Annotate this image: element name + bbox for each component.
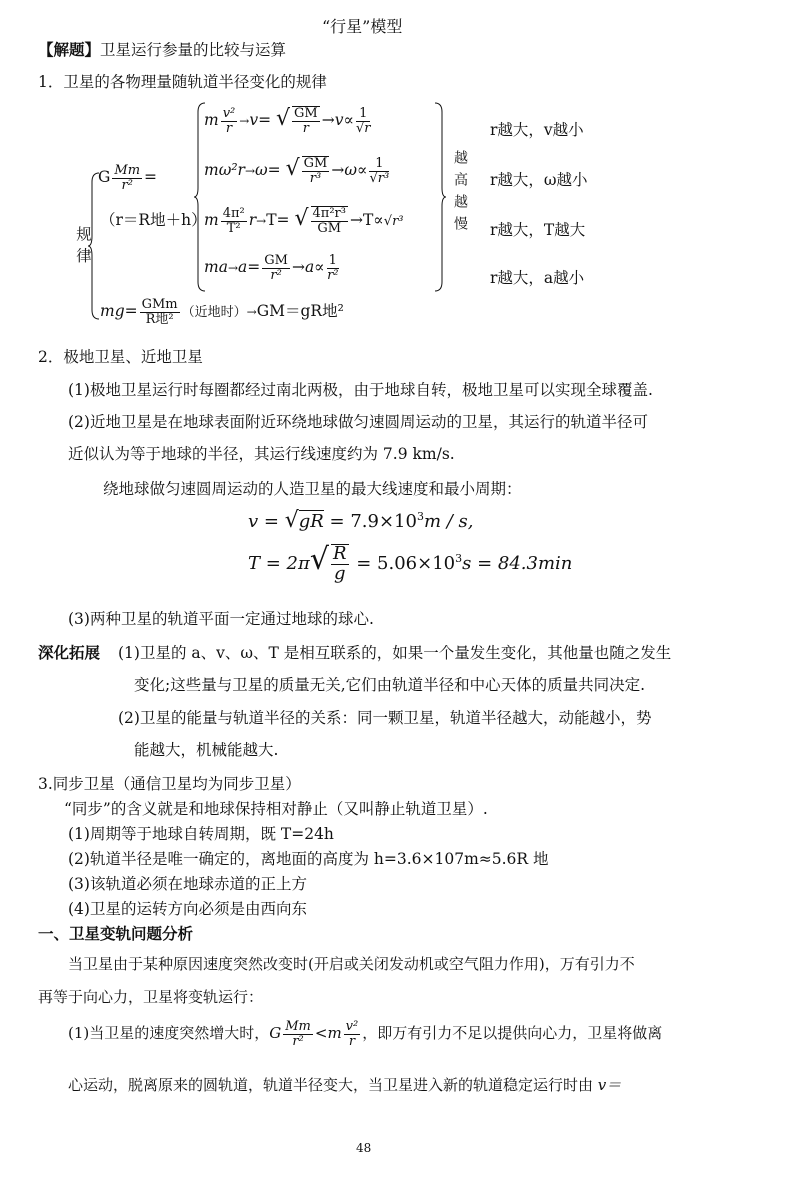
eq-v: $v = √gR = 7.9\times 10^3m / s$, — [248, 508, 474, 533]
side-label: 规律 — [74, 226, 92, 269]
formula-row-v: m $\frac{\text{v²}}{r}$ →v= √ $\frac{GM}{r}$ →v∝ $\frac{1}{√r}$ — [204, 105, 371, 136]
outer-brace — [88, 172, 100, 320]
right-brace — [434, 102, 446, 292]
result-T: r越大，T越大 — [490, 221, 586, 239]
s3-p3: (3)该轨道必须在地球赤道的正上方 — [68, 875, 307, 893]
vertical-note: 越高越慢 — [452, 150, 468, 238]
s2-p2b: 近似认为等于地球的半径，其运行线速度约为 7.9 km/s. — [68, 445, 455, 463]
formula-row-T: m $\frac{\text{4π²}}{\text{T²}}$ r→T= √ $\frac{\text{4π²r³}}{GM}$ →T∝√r³ — [204, 205, 404, 236]
formula-row-omega: mω²r→ω= √ $\frac{GM}{\text{r³}}$ →ω∝ $\frac{1}{\text{√r³}}$ — [204, 155, 390, 186]
deep-p2b: 能越大，机械能越大. — [134, 741, 279, 759]
eq-T: T = 2π√ $\frac{R}{g}$ = $5.06\times 10^3s = 84.3\min$ — [248, 542, 573, 584]
deep-p1a: (1)卫星的 a、v、ω、T 是相互联系的，如果一个量发生变化，其他量也随之发生 — [118, 644, 672, 662]
s2-p4: (3)两种卫星的轨道平面一定通过地球的球心. — [68, 610, 374, 628]
s3-p0: “同步”的含义就是和地球保持相对静止（又叫静止轨道卫星）. — [64, 800, 488, 818]
result-a: r越大，a越小 — [490, 269, 585, 287]
s1-heading: 1．卫星的各物理量随轨道半径变化的规律 — [38, 73, 327, 91]
mg-line: mg= $\frac{\text{GMm}}{\text{R地²}}$ （近地时）→GM＝gR地² — [100, 297, 344, 327]
result-omega: r越大，ω越小 — [490, 171, 588, 189]
gravity-formula: G $\frac{Mm}{\text{r²}}$ = — [98, 163, 158, 193]
formula-row-a: ma→a= $\frac{GM}{\text{r²}}$ →a∝ $\frac{1}{\text{r²}}$ — [204, 253, 339, 283]
condition: （r＝R地＋h） — [100, 211, 207, 229]
s3-heading: 3.同步卫星（通信卫星均为同步卫星） — [38, 775, 301, 793]
page-title: “行星”模型 — [322, 17, 403, 36]
result-v: r越大，v越小 — [490, 121, 584, 139]
s2-p3: 绕地球做匀速圆周运动的人造卫星的最大线速度和最小周期： — [103, 480, 522, 498]
s3-p1: (1)周期等于地球自转周期，既 T=24h — [68, 825, 334, 843]
s4-p2: (1)当卫星的速度突然增大时，G $\frac{Mm}{\text{r²}}$ <m $\frac{\text{v²}}{r}$ ，即万有引力不足以提供向心力，卫星将做离 — [68, 1019, 663, 1049]
page-number: 48 — [356, 1141, 372, 1155]
section-tag-bracket: 【解题】 — [38, 40, 101, 59]
s4-p1a: 当卫星由于某种原因速度突然改变时(开启或关闭发动机或空气阻力作用)，万有引力不 — [68, 955, 635, 973]
s3-p4: (4)卫星的运转方向必须是由西向东 — [68, 900, 307, 918]
s2-p2a: (2)近地卫星是在地球表面附近环绕地球做匀速圆周运动的卫星，其运行的轨道半径可 — [68, 413, 648, 431]
deep-label: 深化拓展 — [38, 644, 101, 662]
deep-p1b: 变化;这些量与卫星的质量无关,它们由轨道半径和中心天体的质量共同决定. — [134, 676, 646, 694]
s4-p3: 心运动，脱离原来的圆轨道，轨道半径变大，当卫星进入新的轨道稳定运行时由 v＝ — [68, 1076, 622, 1094]
section-tag — [38, 38, 286, 60]
deep-p2a: (2)卫星的能量与轨道半径的关系：同一颗卫星，轨道半径越大，动能越小，势 — [118, 709, 652, 727]
s3-p2: (2)轨道半径是唯一确定的，离地面的高度为 h=3.6×107m≈5.6R 地 — [68, 850, 549, 868]
s2-p1: (1)极地卫星运行时每圈都经过南北两极，由于地球自转，极地卫星可以实现全球覆盖. — [68, 381, 653, 399]
section-tag-text: 卫星运行参量的比较与运算 — [100, 41, 287, 59]
s4-p1b: 再等于向心力，卫星将变轨运行： — [38, 988, 264, 1006]
s4-heading: 一、卫星变轨问题分析 — [38, 925, 194, 943]
s2-heading: 2．极地卫星、近地卫星 — [38, 348, 203, 366]
